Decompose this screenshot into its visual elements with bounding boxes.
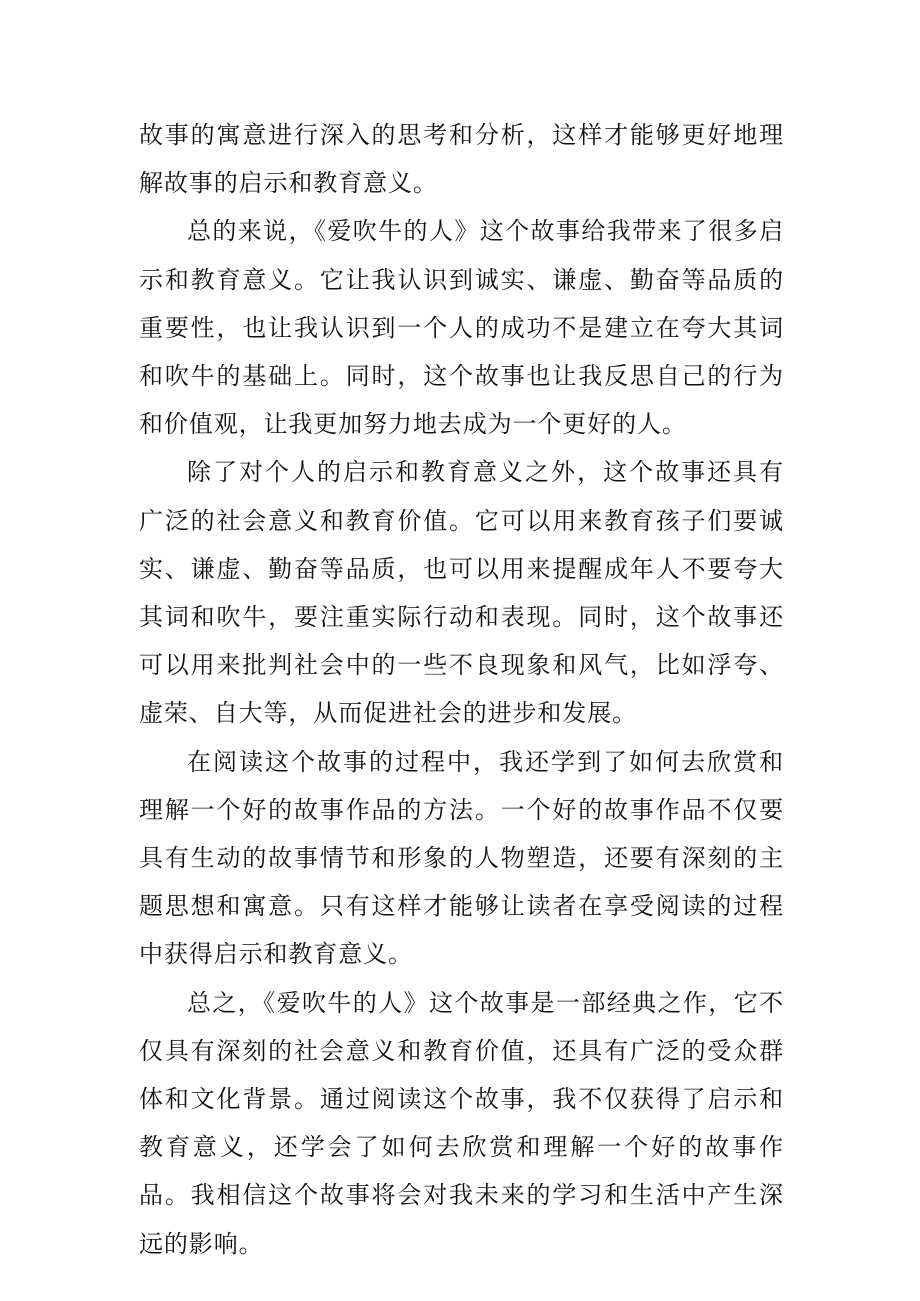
paragraph-continued: 故事的寓意进行深入的思考和分析，这样才能够更好地理解故事的启示和教育意义。 bbox=[139, 121, 784, 198]
paragraph-social-meaning: 除了对个人的启示和教育意义之外，这个故事还具有广泛的社会意义和教育价值。它可以用来教育孩子们要诚实、谦虚、勤奋等品质，也可以用来提醒成年人不要夸大其词和吹牛，要注重实际行动和表现。同时，这个故事还可以用来批判社会中的一些不良现象和风气，比如浮夸、虚荣、自大等，从而促进社会的进步和发展。 bbox=[139, 458, 784, 728]
document-body bbox=[139, 111, 784, 1268]
paragraph-summary: 总的来说，《爱吹牛的人》这个故事给我带来了很多启示和教育意义。它让我认识到诚实、谦虚、勤奋等品质的重要性，也让我认识到一个人的成功不是建立在夸大其词和吹牛的基础上。同时，这个故事也让我反思自己的行为和价值观，让我更加努力地去成为一个更好的人。 bbox=[139, 217, 784, 439]
paragraph-reading-method: 在阅读这个故事的过程中，我还学到了如何去欣赏和理解一个好的故事作品的方法。一个好的故事作品不仅要具有生动的故事情节和形象的人物塑造，还要有深刻的主题思想和寓意。只有这样才能够让读者在享受阅读的过程中获得启示和教育意义。 bbox=[139, 747, 784, 969]
paragraph-conclusion: 总之，《爱吹牛的人》这个故事是一部经典之作，它不仅具有深刻的社会意义和教育价值，还具有广泛的受众群体和文化背景。通过阅读这个故事，我不仅获得了启示和教育意义，还学会了如何去欣赏和理解一个好的故事作品。我相信这个故事将会对我未来的学习和生活中产生深远的影响。 bbox=[139, 988, 784, 1258]
